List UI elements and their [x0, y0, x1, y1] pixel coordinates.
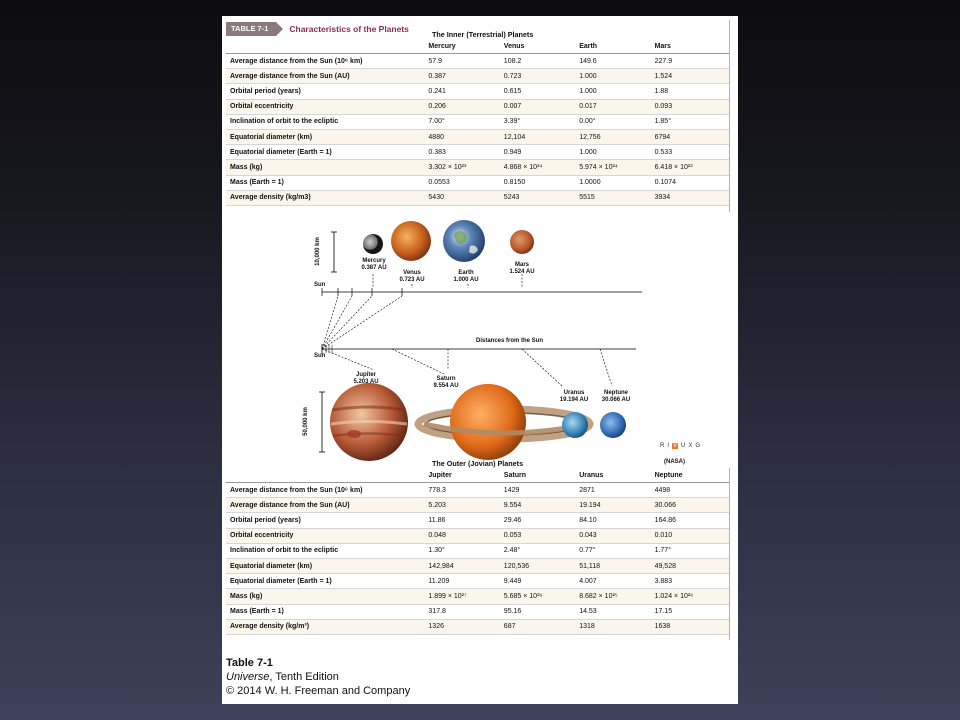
row-label: Orbital eccentricity: [230, 103, 294, 111]
table-cell: 0.048: [428, 532, 446, 540]
table-row: [226, 574, 730, 589]
table-cell: 227.9: [654, 57, 673, 65]
table-cell: 1318: [579, 623, 595, 631]
table-cell: 0.949: [503, 148, 522, 156]
inner-group-title: The Inner (Terrestrial) Planets: [432, 30, 534, 39]
filter-u: U: [681, 443, 686, 449]
table-row: [226, 559, 730, 574]
table-cell: 1.000: [579, 72, 597, 80]
table-cell: 142,984: [428, 562, 454, 570]
uranus-image: [562, 412, 588, 438]
caption-table-number: Table 7-1: [226, 657, 273, 669]
table-cell: 6794: [654, 133, 671, 141]
table-cell: 1.0000: [579, 179, 601, 187]
table-cell: 4.868 × 10²⁴: [503, 163, 543, 171]
table-cell: 5.974 × 10²⁴: [579, 163, 618, 171]
mars-label: Mars 1.524 AU: [509, 262, 535, 275]
table-cell: 95.16: [503, 608, 522, 616]
sun-label-bottom: Sun: [314, 353, 326, 359]
row-label: Average distance from the Sun (10⁶ km): [230, 57, 363, 65]
table-cell: 5.685 × 10²⁶: [503, 592, 543, 600]
filter-x: X: [688, 443, 693, 449]
table-row: [226, 69, 730, 84]
table-row: [226, 130, 730, 145]
table-row: [226, 498, 730, 513]
table-cell: 3.302 × 10²³: [428, 163, 467, 171]
row-label: Mass (Earth = 1): [230, 608, 284, 616]
table-cell: 0.1074: [654, 179, 676, 187]
venus-label: Venus 0.723 AU: [399, 270, 425, 283]
table-cell: 1.30°: [428, 547, 445, 555]
filter-r: R: [660, 443, 665, 449]
figure-caption: [226, 656, 410, 698]
outer-group-title: The Outer (Jovian) Planets: [432, 459, 524, 468]
table-cell: 1326: [428, 623, 444, 631]
neptune-label: Neptune 30.066 AU: [601, 390, 631, 403]
row-label: Equatorial diameter (km): [230, 562, 313, 570]
mercury-image: [363, 234, 383, 254]
table-row: [226, 191, 730, 206]
table-cell: 2.48°: [503, 547, 521, 555]
table-cell: 14.53: [579, 608, 597, 616]
table-cell: 17.15: [654, 608, 673, 616]
row-label: Average distance from the Sun (10⁶ km): [230, 486, 363, 494]
table-row: [226, 483, 730, 498]
venus-image: [391, 221, 431, 261]
table-cell: 4.007: [579, 577, 597, 585]
saturn-image: [450, 384, 526, 460]
nasa-credit: (NASA): [664, 459, 685, 465]
table-cell: 687: [503, 623, 516, 631]
table-title-bar: [226, 22, 409, 36]
table-row: [226, 605, 730, 620]
table-cell: 1.77°: [654, 547, 672, 555]
row-label: Average density (kg/m³): [230, 623, 310, 631]
outer-header-row: [226, 469, 730, 483]
row-label: Mass (Earth = 1): [230, 179, 284, 187]
row-label: Orbital eccentricity: [230, 532, 294, 540]
table-cell: 1.524: [654, 72, 673, 80]
table-cell: 5243: [503, 194, 520, 202]
table-row: [226, 100, 730, 115]
table-cell: 30.066: [654, 501, 676, 509]
table-cell: 0.533: [654, 148, 673, 156]
saturn-label: Saturn 9.554 AU: [433, 376, 459, 389]
table-cell: 9.554: [503, 501, 522, 509]
table-cell: 1.000: [579, 148, 597, 156]
inner-scale-label: 10,000 km: [314, 237, 321, 266]
inner-header-row: [226, 40, 730, 54]
table-cell: 0.8150: [503, 179, 526, 187]
table-row: [226, 145, 730, 160]
table-cell: 1.899 × 10²⁷: [428, 592, 467, 600]
row-label: Equatorial diameter (km): [230, 133, 313, 141]
col-mercury: Mercury: [428, 43, 456, 50]
table-cell: 778.3: [428, 486, 446, 494]
table-cell: 84.10: [579, 516, 597, 524]
table-cell: 3934: [654, 194, 671, 202]
table-cell: 1.85°: [654, 118, 672, 126]
table-cell: 120,536: [503, 562, 530, 570]
table-cell: 2871: [579, 486, 595, 494]
mercury-label: Mercury 0.387 AU: [361, 258, 387, 271]
table-cell: 108.2: [503, 57, 522, 65]
table-title: Characteristics of the Planets: [289, 24, 409, 34]
table-cell: 0.241: [428, 87, 446, 95]
table-cell: 149.6: [579, 57, 597, 65]
textbook-page: [222, 16, 738, 704]
filter-g: G: [695, 443, 701, 449]
col-venus: Venus: [503, 43, 525, 50]
table-cell: 0.043: [579, 532, 597, 540]
table-row: [226, 54, 730, 69]
table-row: [226, 620, 730, 635]
table-cell: 1429: [503, 486, 520, 494]
table-cell: 11.86: [428, 516, 446, 524]
jupiter-label: Jupiter 5.203 AU: [353, 372, 379, 385]
row-label: Equatorial diameter (Earth = 1): [230, 148, 332, 156]
inner-planets-table: [226, 40, 730, 206]
row-label: Inclination of orbit to the ecliptic: [230, 118, 339, 126]
table-row: [226, 176, 730, 191]
outer-scale-label: 50,000 km: [302, 407, 309, 436]
sun-label-top: Sun: [314, 282, 326, 288]
table-cell: 0.017: [579, 103, 597, 111]
table-cell: 164.86: [654, 516, 676, 524]
row-label: Orbital period (years): [230, 516, 301, 524]
wavelength-filter-strip: [660, 443, 700, 449]
caption-book: Universe, Tenth Edition: [226, 671, 339, 683]
table-row: [226, 544, 730, 559]
table-cell: 29.46: [503, 516, 522, 524]
distances-label: Distances from the Sun: [476, 338, 544, 344]
col-mars: Mars: [654, 43, 671, 50]
table-cell: 0.093: [654, 103, 673, 111]
table-tag: TABLE 7-1: [226, 22, 276, 36]
table-row: [226, 84, 730, 99]
planet-size-distance-diagram: [222, 212, 738, 472]
row-label: Equatorial diameter (Earth = 1): [230, 577, 332, 585]
earth-label: Earth 1.000 AU: [453, 270, 479, 283]
col-jupiter: Jupiter: [428, 472, 452, 479]
table-cell: 1.000: [579, 87, 597, 95]
table-cell: 5.203: [428, 501, 446, 509]
table-cell: 8.682 × 10²⁵: [579, 592, 618, 600]
table-cell: 1.024 × 10²⁶: [654, 592, 694, 600]
table-cell: 6.418 × 10²³: [654, 163, 693, 171]
table-cell: 9.449: [503, 577, 522, 585]
caption-copyright: © 2014 W. H. Freeman and Company: [226, 685, 411, 697]
table-cell: 5430: [428, 194, 444, 202]
table-cell: 1.88: [654, 87, 669, 95]
row-label: Mass (kg): [230, 163, 263, 171]
table-row: [226, 513, 730, 528]
table-cell: 11.209: [428, 577, 450, 585]
table-cell: 0.387: [428, 72, 446, 80]
table-cell: 4498: [654, 486, 671, 494]
table-cell: 0.615: [503, 87, 522, 95]
table-cell: 51,118: [579, 562, 601, 570]
table-cell: 0.723: [503, 72, 522, 80]
tag-arrow-icon: [276, 22, 283, 36]
row-label: Inclination of orbit to the ecliptic: [230, 547, 339, 555]
table-cell: 0.0553: [428, 179, 450, 187]
table-cell: 19.194: [579, 501, 601, 509]
table-cell: 3.883: [654, 577, 673, 585]
col-earth: Earth: [579, 43, 598, 50]
table-cell: 57.9: [428, 57, 443, 65]
table-cell: 0.010: [654, 532, 673, 540]
table-cell: 317.8: [428, 608, 446, 616]
table-cell: 12,104: [503, 133, 526, 141]
table-row: [226, 529, 730, 544]
table-row: [226, 589, 730, 604]
right-rule-top: [729, 20, 730, 212]
table-cell: 7.00°: [428, 118, 445, 126]
row-label: Average density (kg/m3): [230, 194, 311, 202]
table-cell: 1638: [654, 623, 671, 631]
table-cell: 0.77°: [579, 547, 596, 555]
row-label: Average distance from the Sun (AU): [230, 72, 350, 80]
uranus-label: Uranus 19.194 AU: [559, 390, 589, 403]
row-label: Orbital period (years): [230, 87, 301, 95]
row-label: Average distance from the Sun (AU): [230, 501, 350, 509]
filter-v-active: V: [673, 443, 678, 449]
table-cell: 0.206: [428, 103, 446, 111]
table-cell: 0.383: [428, 148, 446, 156]
table-cell: 4880: [428, 133, 444, 141]
col-uranus: Uranus: [579, 472, 604, 479]
table-cell: 5515: [579, 194, 595, 202]
table-row: [226, 115, 730, 130]
table-row: [226, 160, 730, 175]
right-rule-bottom: [729, 468, 730, 640]
table-cell: 0.053: [503, 532, 522, 540]
outer-planets-table: [226, 469, 730, 635]
table-cell: 0.007: [503, 103, 522, 111]
neptune-image: [600, 412, 626, 438]
table-cell: 3.39°: [503, 118, 521, 126]
table-cell: 0.00°: [579, 118, 596, 126]
col-saturn: Saturn: [503, 472, 526, 479]
filter-i: I: [667, 443, 670, 449]
row-label: Mass (kg): [230, 592, 263, 600]
table-cell: 49,528: [654, 562, 676, 570]
col-neptune: Neptune: [654, 472, 683, 479]
table-cell: 12,756: [579, 133, 601, 141]
mars-image: [510, 230, 534, 254]
